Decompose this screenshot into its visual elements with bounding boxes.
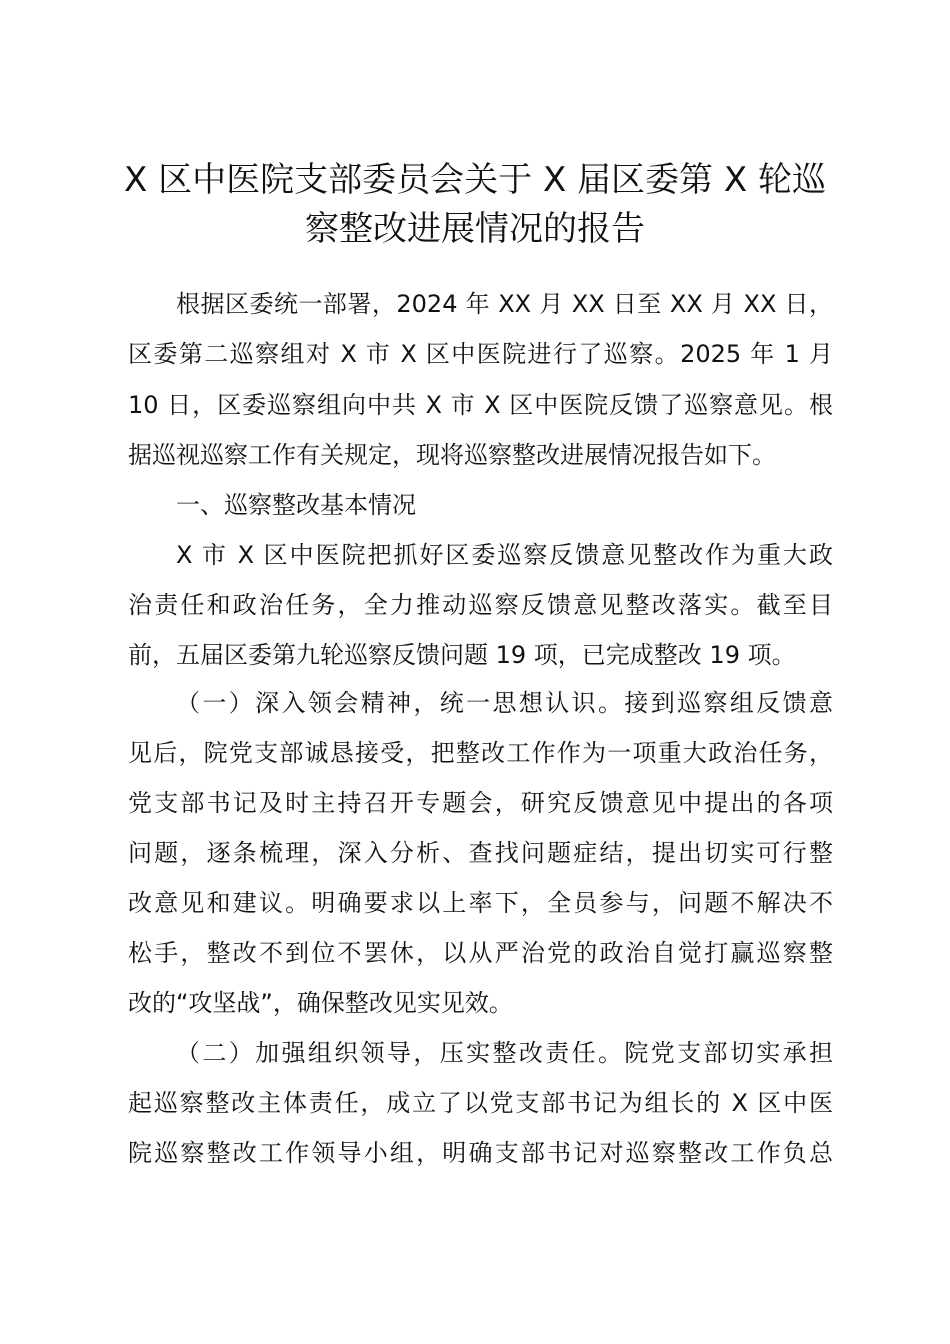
body-line: （二）加强组织领导，压实整改责任。院党支部切实承担 [176, 1039, 833, 1067]
body-line: 问题，逐条梳理，深入分析、查找问题症结，提出切实可行整 [128, 839, 833, 867]
body-line: 根据区委统一部署，2024 年 XX 月 XX 日至 XX 月 XX 日， [176, 290, 833, 318]
body-line: 治责任和政治任务，全力推动巡察反馈意见整改落实。截至目 [128, 591, 833, 619]
body-line: 改意见和建议。明确要求以上率下，全员参与，问题不解决不 [128, 889, 833, 917]
body-line: 据巡视巡察工作有关规定，现将巡察整改进展情况报告如下。 [128, 441, 776, 469]
body-line: （一）深入领会精神，统一思想认识。接到巡察组反馈意 [176, 689, 833, 717]
body-line: 起巡察整改主体责任，成立了以党支部书记为组长的 X 区中医 [128, 1089, 833, 1117]
body-line: 松手，整改不到位不罢休，以从严治党的政治自觉打赢巡察整 [128, 939, 833, 967]
body-line: 党支部书记及时主持召开专题会，研究反馈意见中提出的各项 [128, 789, 833, 817]
body-line: 改的“攻坚战”，确保整改见实见效。 [128, 989, 513, 1017]
body-line: 见后，院党支部诚恳接受，把整改工作作为一项重大政治任务， [128, 739, 833, 767]
report-title-line-2: 察整改进展情况的报告 [305, 209, 645, 249]
body-line: X 市 X 区中医院把抓好区委巡察反馈意见整改作为重大政 [176, 541, 833, 569]
body-line: 前，五届区委第九轮巡察反馈问题 19 项，已完成整改 19 项。 [128, 641, 796, 669]
body-line: 院巡察整改工作领导小组，明确支部书记对巡察整改工作负总 [128, 1139, 833, 1167]
body-line: 10 日，区委巡察组向中共 X 市 X 区中医院反馈了巡察意见。根 [128, 391, 833, 419]
report-title-line-1: X 区中医院支部委员会关于 X 届区委第 X 轮巡 [124, 160, 826, 200]
body-line: 区委第二巡察组对 X 市 X 区中医院进行了巡察。2025 年 1 月 [128, 340, 833, 368]
section-heading: 一、巡察整改基本情况 [176, 491, 416, 519]
